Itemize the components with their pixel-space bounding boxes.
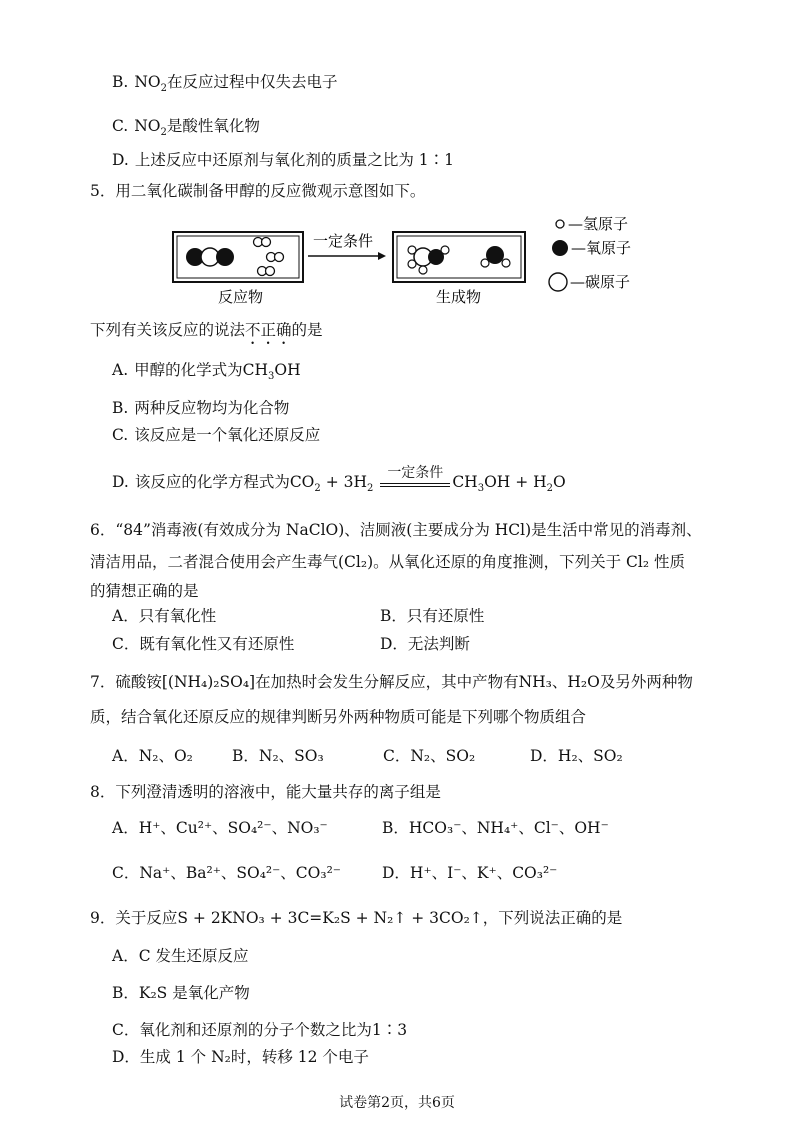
q7-option-b: B．N₂、SO₃ [232,747,324,765]
legend-carbon: —碳原子 [570,273,631,291]
arrow-condition: 一定条件 [313,232,374,250]
q8-option-c: C．Na⁺、Ba²⁺、SO₄²⁻、CO₃²⁻ [112,864,341,882]
option-label: C. [112,117,129,135]
q5-question: 下列有关该反应的说法不正确的是 [90,321,323,339]
hydrogen-atom [262,238,271,247]
q5-option-c: C. 该反应是一个氧化还原反应 [112,426,321,444]
option-label: B. [112,73,129,91]
hydrogen-atom [419,266,427,274]
option-label: D. [112,151,129,169]
q8-stem: 8．下列澄清透明的溶液中，能大量共存的离子组是 [90,783,441,801]
q9-option-d: D．生成 1 个 N₂时，转移 12 个电子 [112,1048,369,1066]
hydrogen-atom [408,246,416,254]
q4-option-b: B. $NO_2$在反应过程中仅失去电子 [112,73,338,95]
legend-oxygen-icon [552,240,568,256]
oxygen-atom [216,248,234,266]
q9-stem: 9．关于反应S + 2KNO₃ + 3C=K₂S + N₂↑ + 3CO₂↑，下列说法正确的是 [90,909,623,927]
legend-hydrogen: —氢原子 [568,215,629,233]
q7-option-c: C．N₂、SO₂ [383,747,476,765]
hydrogen-atom [441,246,449,254]
q6-option-b: B．只有还原性 [380,607,485,625]
q5-option-d: D. 该反应的化学方程式为$CO_2 + 3H_2$ 一定条件 $CH_3OH + H_2O$ [112,465,566,495]
q6-line3: 的猜想正确的是 [90,582,199,600]
reaction-diagram [168,210,668,305]
hydrogen-atom [481,259,489,267]
q7-line1: 7．硫酸铵[(NH₄)₂SO₄]在加热时会发生分解反应，其中产物有NH₃、H₂O及另外两种物 [90,673,693,691]
page-footer: 试卷第2页，共6页 [339,1095,455,1111]
q6-line1: 6．“84”消毒液(有效成分为 NaClO)、洁厕液(主要成分为 HCl)是生活中常见的消毒剂、 [90,521,702,539]
q6-line2: 清洁用品，二者混合使用会产生毒气(Cl₂)。从氧化还原的角度推测，下列关于 Cl₂ 性质 [90,553,686,571]
q6-option-d: D．无法判断 [380,635,470,653]
equation-bar [380,465,450,493]
arrow-head [378,252,386,260]
q7-line2: 质，结合氧化还原反应的规律判断另外两种物质可能是下列哪个物质组合 [90,708,587,726]
q9-option-c: C．氧化剂和还原剂的分子个数之比为1∶3 [112,1021,408,1039]
q5-option-a: A. 甲醇的化学式为$CH_3OH$ [112,361,301,383]
emphasis-text: 不正确 [245,321,292,339]
legend-oxygen: —氧原子 [571,239,632,257]
q5-option-b: B. 两种反应物均为化合物 [112,399,290,417]
q4-option-c: C. $NO_2$是酸性氧化物 [112,117,260,139]
legend-hydrogen-icon [556,220,564,228]
q8-option-b: B．HCO₃⁻、NH₄⁺、Cl⁻、OH⁻ [382,819,609,837]
q8-option-a: A．H⁺、Cu²⁺、SO₄²⁻、NO₃⁻ [112,819,328,837]
q4-option-d: D. 上述反应中还原剂与氧化剂的质量之比为 1∶1 [112,151,454,169]
product-label: 生成物 [436,288,482,305]
product-box [393,232,525,282]
hydrogen-atom [275,253,284,262]
q9-option-b: B．K₂S 是氧化产物 [112,984,250,1002]
reactant-label: 反应物 [218,288,264,305]
legend-carbon-icon [549,273,567,291]
hydrogen-atom [266,267,275,276]
q6-option-c: C．既有氧化性又有还原性 [112,635,295,653]
q7-option-a: A．N₂、O₂ [112,747,193,765]
q9-option-a: A．C 发生还原反应 [112,947,249,965]
q7-option-d: D．H₂、SO₂ [530,747,623,765]
q5-stem: 5．用二氧化碳制备甲醇的反应微观示意图如下。 [90,182,426,200]
hydrogen-atom [502,259,510,267]
q8-option-d: D．H⁺、I⁻、K⁺、CO₃²⁻ [382,864,558,882]
equation-condition: 一定条件 [387,465,444,481]
q6-option-a: A．只有氧化性 [112,607,217,625]
hydrogen-atom [408,260,416,268]
